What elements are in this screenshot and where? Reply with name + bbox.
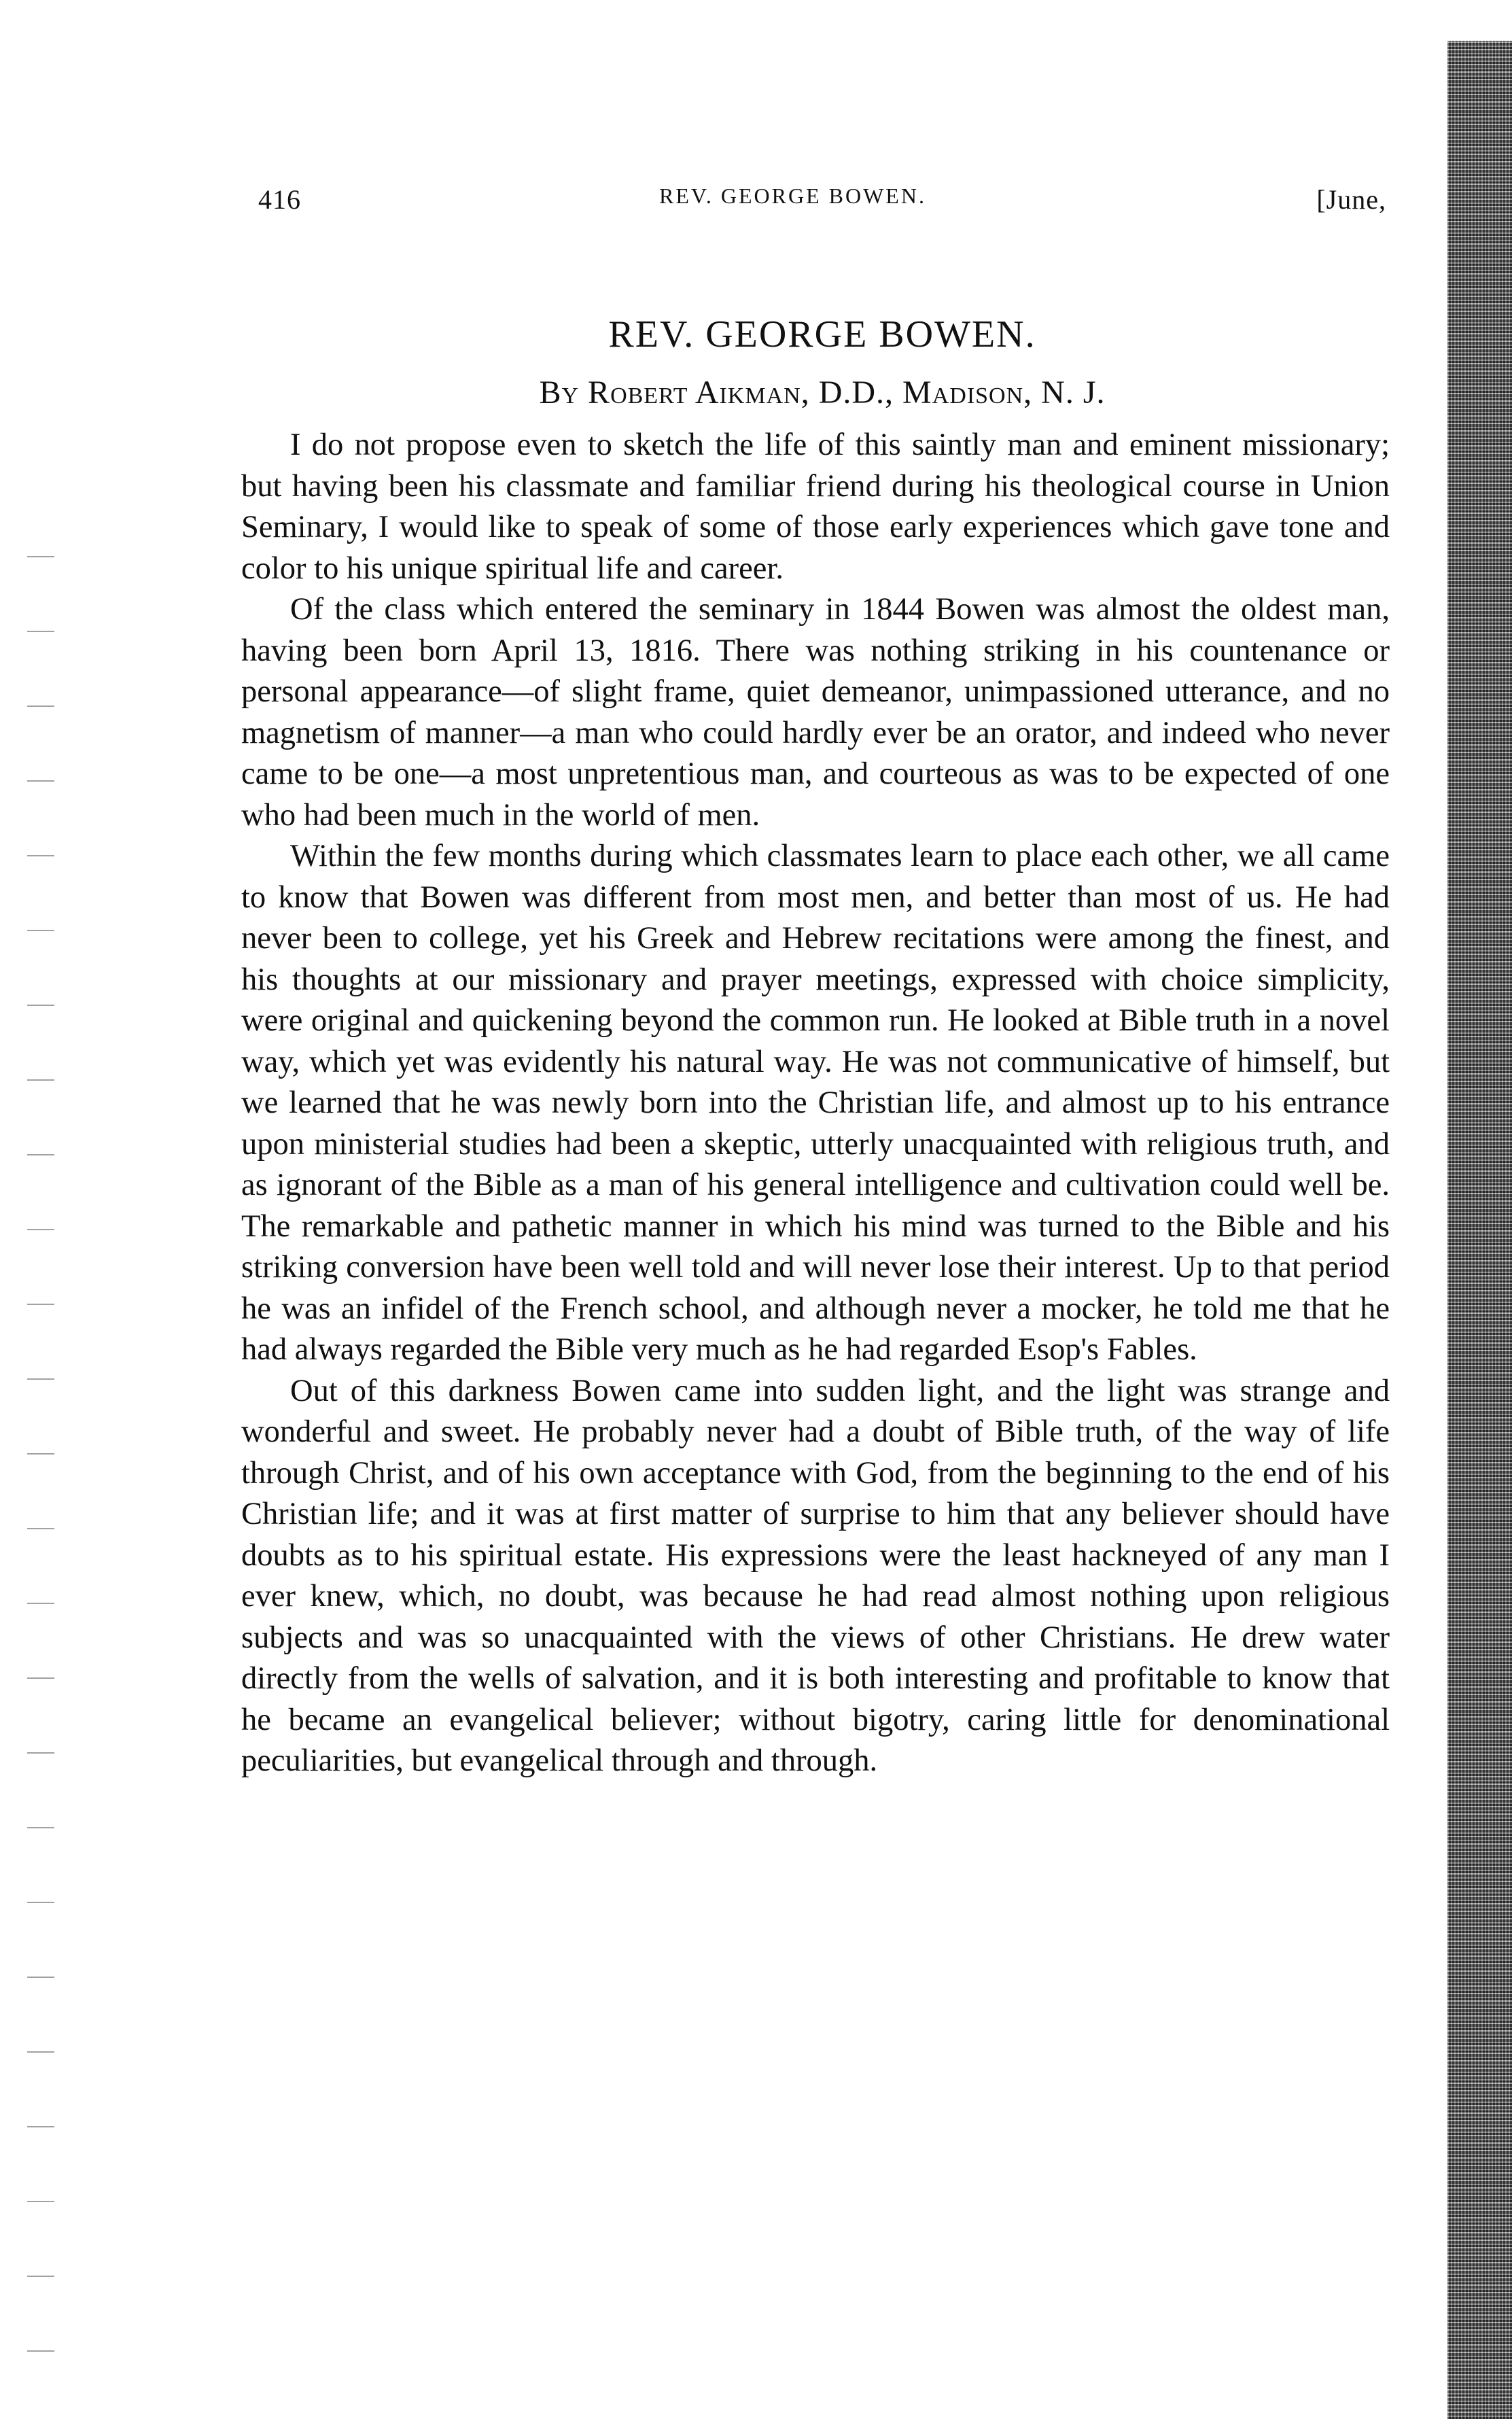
article-title: REV. GEORGE BOWEN. xyxy=(608,313,1036,355)
paragraph-2: Of the class which entered the seminary in 1844 Bowen was almost the oldest man, having been born April 13, 1816. There was nothing striking in his countenance or personal appearance—of slight frame, quiet demeanor, unimpassioned utterance, and no magnetism of manner—a man who could hardly ever be an orator, and indeed who never came to be one—a most unpretentious man, and courteous as was to be expected of one who had been much in the world of men. xyxy=(241,592,1390,833)
article-byline: By Robert Aikman, D.D., Madison, N. J. xyxy=(539,375,1106,411)
running-date: [June, xyxy=(1316,184,1386,215)
paragraph-1: I do not propose even to sketch the life of this saintly man and eminent missionary; but having been his classmate and familiar friend during his theological course in Union Seminary, I would like to speak of some of those early experiences which gave tone and color to his unique spiritual life and career. xyxy=(241,428,1390,586)
article-body xyxy=(241,425,1390,1782)
paragraph-3: Within the few months during which classmates learn to place each other, we all came to know that Bowen was different from most men, and better than most of us. He had never been to college, yet his Greek and Hebrew recitations were among the finest, and his thoughts at our missionary and prayer meetings, expressed with choice simplicity, were original and quickening beyond the common run. He looked at Bible truth in a novel way, which yet was evidently his natural way. He was not communicative of himself, but we learned that he was newly born into the Christian life, and almost up to his entrance upon ministerial studies had been a skeptic, utterly unacquainted with religious truth, and as ignorant of the Bible as a man of his general intelligence and cultivation could well be. The remarkable and pathetic manner in which his mind was turned to the Bible and his striking conversion have been well told and will never lose their interest. Up to that period he was an infidel of the French school, and although never a mocker, he told me that he had always regarded the Bible very much as he had regarded Esop's Fables. xyxy=(241,839,1390,1367)
running-title: REV. GEORGE BOWEN. xyxy=(659,184,926,208)
page-number: 416 xyxy=(258,184,301,215)
running-head xyxy=(258,184,1386,231)
paragraph-4: Out of this darkness Bowen came into sudden light, and the light was strange and wonderful and sweet. He probably never had a doubt of Bible truth, of the way of life through Christ, and of his own acceptance with God, from the beginning to the end of his Christian life; and it was at first matter of surprise to him that any believer should have doubts as to his spiritual estate. His expressions were the least hackneyed of any man I ever knew, which, no doubt, was because he had read almost nothing upon religious subjects and was so unacquainted with the views of other Christians. He drew water directly from the wells of salvation, and it is both interesting and profitable to know that he became an evangelical believer; without bigotry, caring little for denominational peculiarities, but evangelical through and through. xyxy=(241,1373,1390,1778)
scan-margin-specks xyxy=(27,530,54,2365)
scanned-page-edge xyxy=(1447,41,1512,2419)
